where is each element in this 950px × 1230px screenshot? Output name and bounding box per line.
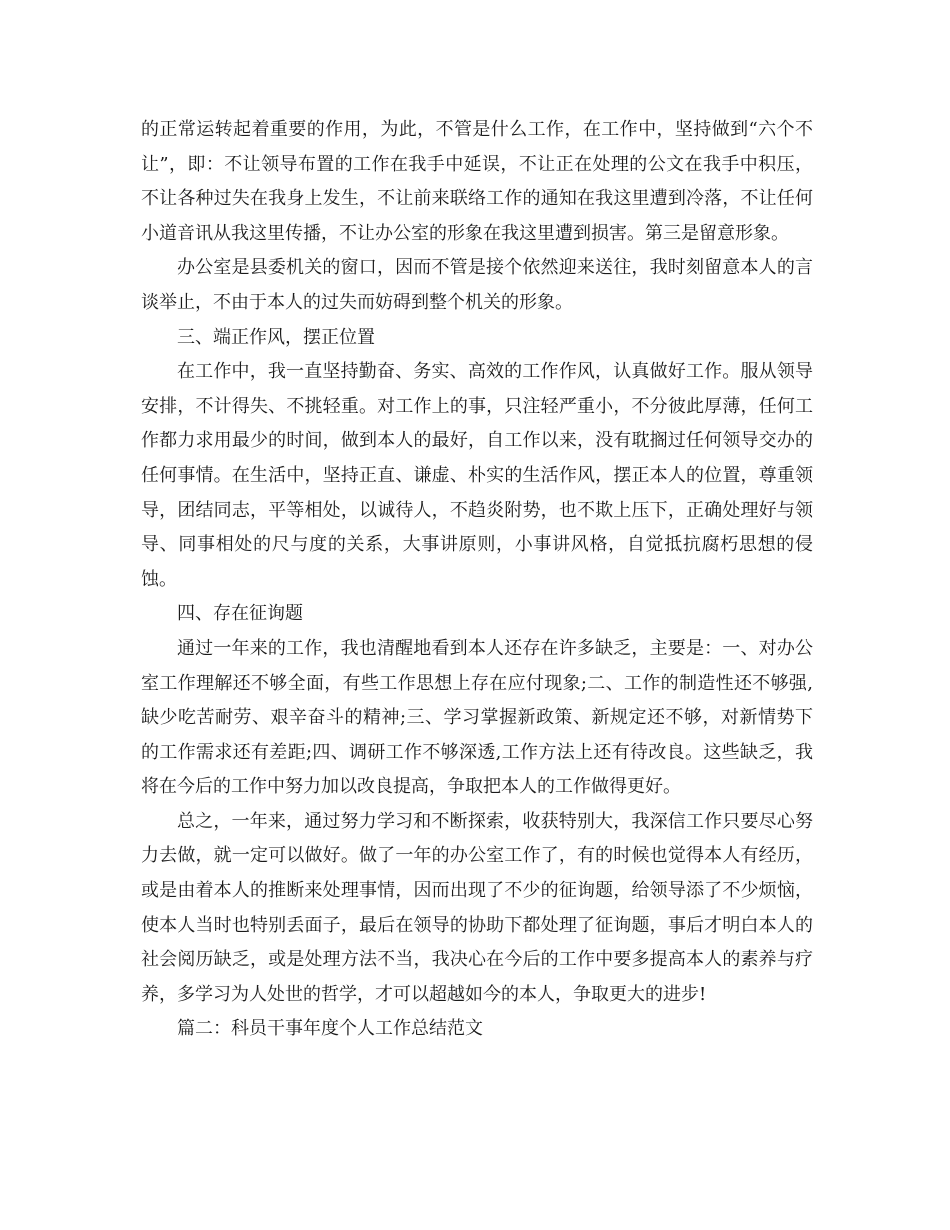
section-heading-problems: 四、存在征询题 bbox=[177, 603, 303, 625]
paragraph-summary: 总之，一年来，通过努力学习和不断探索，收获特别大，我深信工作只要尽心努力去做，就一定可以做好。做了一年的办公室工作了，有的时候也觉得本人有经历，或是由着本人的推断来处理事情，因而出现了不少的征询题，给领导添了不少烦恼，使本人当时也特别丢面子，最后在领导的协助下都处理了征询题，事后才明白本人的社会阅历缺乏，或是处理方法不当，我决心在今后的工作中要多提高本人的素养与疗养，多学习为人处世的哲学，才可以超越如今的本人，争取更大的进步! bbox=[141, 810, 813, 1005]
paragraph-continuation: 的正常运转起着重要的作用，为此，不管是什么工作，在工作中，坚持做到“六个不让”，即：不让领导布置的工作在我手中延误，不让正在处理的公文在我手中积压，不让各种过失在我身上发生，不让前来联络工作的通知在我这里遭到冷落，不让任何小道音讯从我这里传播，不让办公室的形象在我这里遭到损害。第三是留意形象。 bbox=[141, 119, 813, 244]
paragraph-work-style: 在工作中，我一直坚持勤奋、务实、高效的工作作风，认真做好工作。服从领导安排，不计得失、不挑轻重。对工作上的事，只注轻严重小，不分彼此厚薄，任何工作都力求用最少的时间，做到本人的最好，自工作以来，没有耽搁过任何领导交办的任何事情。在生活中，坚持正直、谦虚、朴实的生活作风，摆正本人的位置，尊重领导，团结同志，平等相处，以诚待人，不趋炎附势，也不欺上压下，正确处理好与领导、同事相处的尺与度的关系，大事讲原则，小事讲风格，自觉抵抗腐朽思想的侵蚀。 bbox=[141, 361, 813, 590]
section-heading-work-style: 三、端正作风，摆正位置 bbox=[177, 326, 375, 348]
paragraph-problems: 通过一年来的工作，我也清醒地看到本人还存在许多缺乏，主要是：一、对办公室工作理解还不够全面，有些工作思想上存在应付现象;二、工作的制造性还不够强,缺少吃苦耐劳、艰辛奋斗的精神;三、学习掌握新政策、新规定还不够，对新情势下的工作需求还有差距;四、调研工作不够深透,工作方法上还有待改良。这些缺乏，我将在今后的工作中努力加以改良提高，争取把本人的工作做得更好。 bbox=[141, 637, 813, 798]
document-body bbox=[141, 113, 813, 1047]
paragraph-office-image: 办公室是县委机关的窗口，因而不管是接个依然迎来送往，我时刻留意本人的言谈举止，不由于本人的过失而妨碍到整个机关的形象。 bbox=[141, 257, 813, 313]
section-heading-article-two: 篇二：科员干事年度个人工作总结范文 bbox=[177, 1018, 483, 1040]
